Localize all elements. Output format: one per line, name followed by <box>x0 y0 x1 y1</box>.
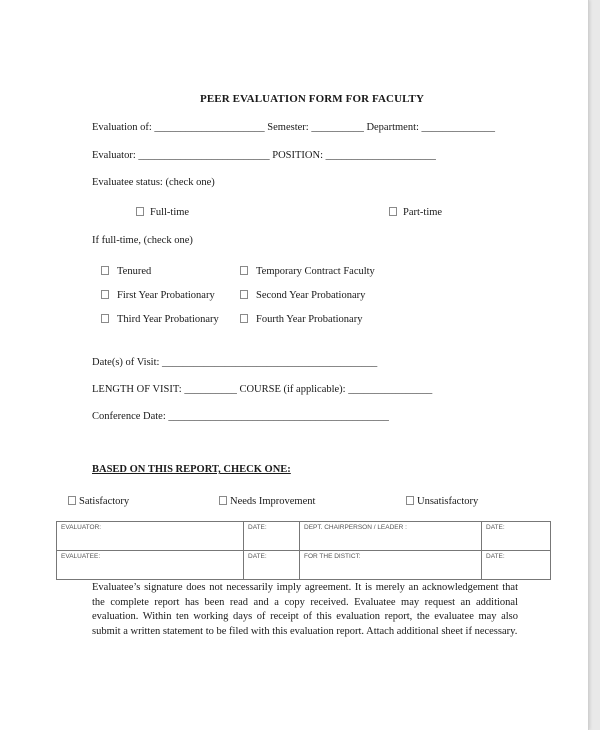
third-year-checkbox[interactable] <box>101 314 109 323</box>
evaluatee-date-cell[interactable]: DATE: <box>244 551 300 580</box>
department-field[interactable]: ______________ <box>421 122 496 133</box>
full-time-label: Full-time <box>150 207 190 218</box>
temporary-contract-checkbox[interactable] <box>240 266 248 275</box>
part-time-label: Part-time <box>403 207 443 218</box>
needs-improvement-checkbox[interactable] <box>219 496 227 505</box>
conference-date-field[interactable]: __________________________________________ <box>168 411 389 422</box>
evaluation-of-row <box>92 122 495 133</box>
conference-date-row <box>92 411 389 422</box>
needs-improvement-label: Needs Improvement <box>230 496 316 507</box>
first-year-label: First Year Probationary <box>117 290 215 301</box>
dates-of-visit-field[interactable]: _________________________________________ <box>162 357 378 368</box>
evaluator-label: Evaluator: <box>92 150 136 161</box>
chairperson-signature-cell[interactable]: DEPT. CHAIRPERSON / LEADER : <box>300 522 482 551</box>
table-row <box>57 522 551 551</box>
satisfactory-checkbox[interactable] <box>68 496 76 505</box>
evaluatee-signature-cell[interactable]: EVALUATEE: <box>57 551 244 580</box>
position-field[interactable]: _____________________ <box>325 150 436 161</box>
fourth-year-checkbox[interactable] <box>240 314 248 323</box>
length-course-row <box>92 384 432 395</box>
district-signature-cell[interactable]: FOR THE DISTICT: <box>300 551 482 580</box>
evaluation-of-field[interactable]: _____________________ <box>154 122 265 133</box>
table-row <box>57 551 551 580</box>
unsatisfactory-label: Unsatisfactory <box>417 496 479 507</box>
satisfactory-label: Satisfactory <box>79 496 130 507</box>
length-of-visit-label: LENGTH OF VISIT: <box>92 384 182 395</box>
second-year-label: Second Year Probationary <box>256 290 366 301</box>
semester-label: Semester: <box>267 122 309 133</box>
third-year-label: Third Year Probationary <box>117 314 219 325</box>
evaluator-date-cell[interactable]: DATE: <box>244 522 300 551</box>
evaluator-field[interactable]: _________________________ <box>138 150 270 161</box>
signature-note: Evaluatee’s signature does not necessarily imply agreement. It is merely an acknowledgement that the complete report has been read and a copy received. Evaluatee may request an additional evaluation. Within ten working days of receipt of this evaluation report, the evaluatee may also submit a written statement to be filed with this evaluation report. Attach additional sheet if necessary. <box>92 582 518 637</box>
evaluation-of-label: Evaluation of: <box>92 122 152 133</box>
length-of-visit-field[interactable]: __________ <box>184 384 237 395</box>
second-year-checkbox[interactable] <box>240 290 248 299</box>
part-time-checkbox[interactable] <box>389 207 397 216</box>
tenured-checkbox[interactable] <box>101 266 109 275</box>
dates-of-visit-row <box>92 357 377 368</box>
fourth-year-label: Fourth Year Probationary <box>256 314 363 325</box>
based-on-heading: BASED ON THIS REPORT, CHECK ONE: <box>92 464 291 475</box>
unsatisfactory-checkbox[interactable] <box>406 496 414 505</box>
semester-field[interactable]: __________ <box>311 122 364 133</box>
conference-date-label: Conference Date: <box>92 411 166 422</box>
evaluator-row <box>92 150 436 161</box>
signature-table <box>56 521 551 580</box>
course-label: COURSE (if applicable): <box>239 384 346 395</box>
first-year-checkbox[interactable] <box>101 290 109 299</box>
chairperson-date-cell[interactable]: DATE: <box>482 522 551 551</box>
temporary-contract-label: Temporary Contract Faculty <box>256 266 375 277</box>
tenured-label: Tenured <box>117 266 152 277</box>
evaluator-signature-cell[interactable]: EVALUATOR: <box>57 522 244 551</box>
position-label: POSITION: <box>272 150 323 161</box>
dates-of-visit-label: Date(s) of Visit: <box>92 357 160 368</box>
if-full-time-label: If full-time, (check one) <box>92 235 193 246</box>
district-date-cell[interactable]: DATE: <box>482 551 551 580</box>
evaluatee-status-label: Evaluatee status: (check one) <box>92 177 215 188</box>
department-label: Department: <box>366 122 419 133</box>
form-title: PEER EVALUATION FORM FOR FACULTY <box>200 93 425 105</box>
course-field[interactable]: ________________ <box>348 384 433 395</box>
full-time-checkbox[interactable] <box>136 207 144 216</box>
